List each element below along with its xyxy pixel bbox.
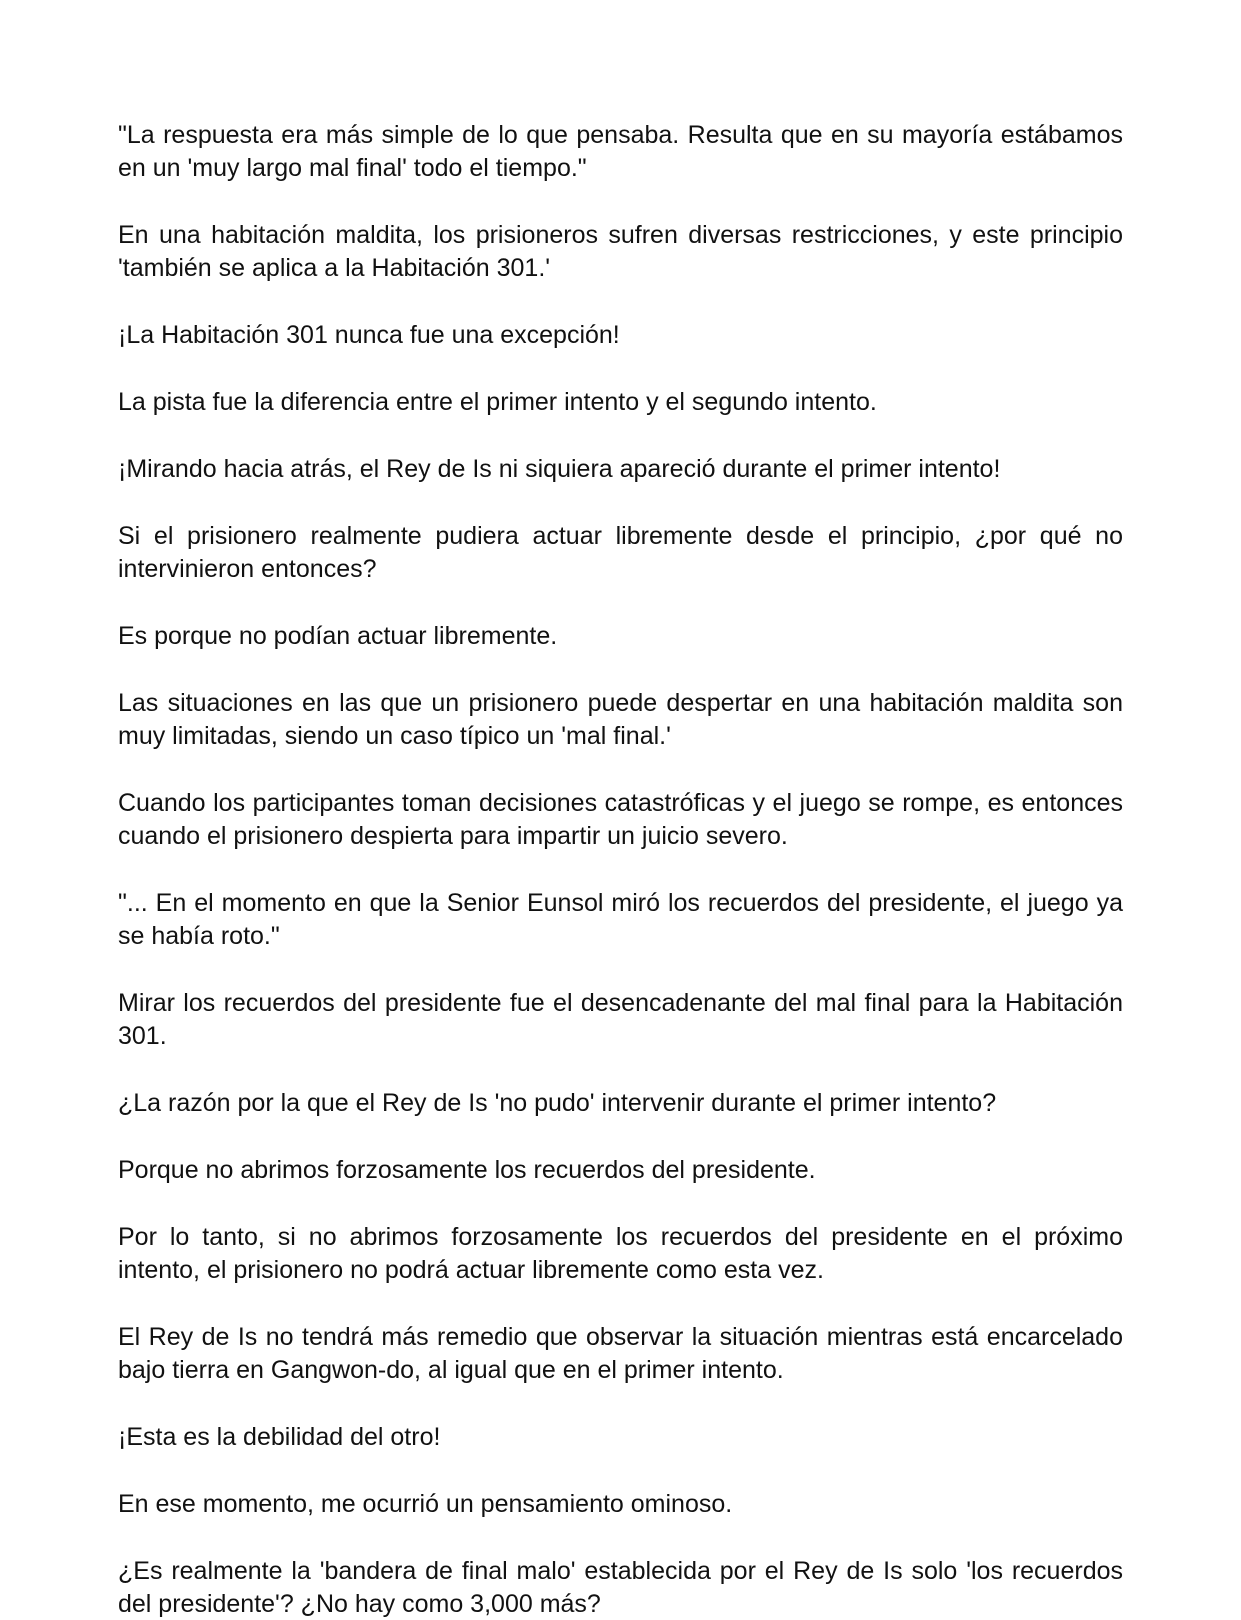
paragraph-9: Cuando los participantes toman decisiones catastróficas y el juego se rompe, es entonces cuando el prisionero despierta para impartir un juicio severo. [118, 789, 1123, 850]
paragraph-1: "La respuesta era más simple de lo que pensaba. Resulta que en su mayoría estábamos en un 'muy largo mal final' todo el tiempo." [118, 121, 1123, 182]
paragraph-7: Es porque no podían actuar libremente. [118, 622, 558, 650]
paragraph-13: Porque no abrimos forzosamente los recuerdos del presidente. [118, 1156, 816, 1184]
paragraph-16: ¡Esta es la debilidad del otro! [118, 1423, 441, 1451]
paragraph-12: ¿La razón por la que el Rey de Is 'no pudo' intervenir durante el primer intento? [118, 1089, 997, 1117]
paragraph-3: ¡La Habitación 301 nunca fue una excepción! [118, 321, 620, 349]
paragraph-4: La pista fue la diferencia entre el primer intento y el segundo intento. [118, 388, 877, 416]
paragraph-8: Las situaciones en las que un prisionero puede despertar en una habitación maldita son muy limitadas, siendo un caso típico un 'mal final.' [118, 689, 1123, 750]
paragraph-6: Si el prisionero realmente pudiera actuar libremente desde el principio, ¿por qué no intervinieron entonces? [118, 522, 1123, 583]
paragraph-14: Por lo tanto, si no abrimos forzosamente los recuerdos del presidente en el próximo intento, el prisionero no podrá actuar libremente como esta vez. [118, 1223, 1123, 1284]
paragraph-5: ¡Mirando hacia atrás, el Rey de Is ni siquiera apareció durante el primer intento! [118, 455, 1001, 483]
document-body [118, 119, 1123, 1620]
paragraph-18: ¿Es realmente la 'bandera de final malo' establecida por el Rey de Is solo 'los recuerdos del presidente'? ¿No hay como 3,000 más? [118, 1557, 1123, 1618]
paragraph-15: El Rey de Is no tendrá más remedio que observar la situación mientras está encarcelado bajo tierra en Gangwon-do, al igual que en el primer intento. [118, 1323, 1123, 1384]
paragraph-17: En ese momento, me ocurrió un pensamiento ominoso. [118, 1490, 733, 1518]
paragraph-2: En una habitación maldita, los prisioneros sufren diversas restricciones, y este principio 'también se aplica a la Habitación 301.' [118, 221, 1123, 282]
paragraph-10: "... En el momento en que la Senior Eunsol miró los recuerdos del presidente, el juego ya se había roto." [118, 889, 1123, 950]
paragraph-11: Mirar los recuerdos del presidente fue el desencadenante del mal final para la Habitación 301. [118, 989, 1123, 1050]
